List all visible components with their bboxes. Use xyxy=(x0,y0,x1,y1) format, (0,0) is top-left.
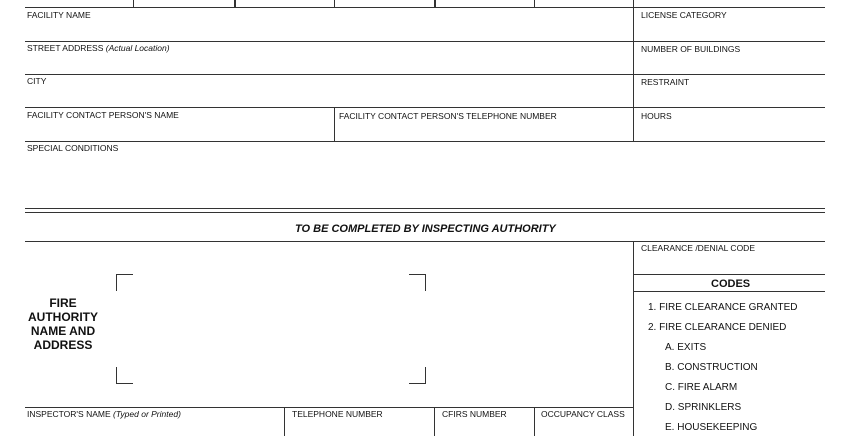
code-item-d: D. SPRINKLERS xyxy=(665,402,742,413)
telephone-number-field[interactable] xyxy=(285,408,433,436)
code-item-c: C. FIRE ALARM xyxy=(665,382,738,393)
clearance-code-field[interactable] xyxy=(634,242,825,274)
contact-phone-field[interactable] xyxy=(335,108,632,141)
number-of-buildings-field[interactable] xyxy=(634,42,825,74)
telephone-number-label: TELEPHONE NUMBER xyxy=(292,409,383,419)
code-item-1: 1. FIRE CLEARANCE GRANTED xyxy=(648,302,798,313)
occupancy-class-field[interactable] xyxy=(535,408,632,436)
fire-authority-line-2: AUTHORITY xyxy=(28,310,98,324)
corner-mark-top-left xyxy=(116,274,133,291)
code-item-e: E. HOUSEKEEPING xyxy=(665,422,758,433)
street-address-label: STREET ADDRESS (Actual Location) xyxy=(27,43,170,53)
code-item-2: 2. FIRE CLEARANCE DENIED xyxy=(648,322,787,333)
hours-field[interactable] xyxy=(634,108,825,141)
authority-section-title: TO BE COMPLETED BY INSPECTING AUTHORITY xyxy=(295,223,556,235)
clearance-code-label: CLEARANCE /DENIAL CODE xyxy=(641,243,755,253)
top-divider-3 xyxy=(334,0,335,7)
corner-mark-bottom-left xyxy=(116,367,133,384)
codes-title: CODES xyxy=(711,278,751,290)
fire-authority-heading xyxy=(25,296,101,352)
hours-label: HOURS xyxy=(641,111,672,121)
restraint-field[interactable] xyxy=(634,75,825,107)
top-divider-6 xyxy=(633,0,634,7)
cfirs-number-field[interactable] xyxy=(435,408,533,436)
fire-authority-address-field[interactable] xyxy=(116,274,426,384)
contact-name-label: FACILITY CONTACT PERSON'S NAME xyxy=(27,110,179,120)
corner-mark-top-right xyxy=(409,274,426,291)
fire-authority-line-1: FIRE xyxy=(49,296,77,310)
license-category-label: LICENSE CATEGORY xyxy=(641,10,727,20)
fire-authority-line-4: ADDRESS xyxy=(33,338,93,352)
separator-line-a xyxy=(25,208,825,209)
clearance-bottom-line xyxy=(634,274,825,275)
facility-name-field[interactable] xyxy=(25,8,632,41)
corner-mark-bottom-right xyxy=(409,367,426,384)
top-divider-5 xyxy=(534,0,535,7)
license-category-field[interactable] xyxy=(634,8,825,41)
contact-name-field[interactable] xyxy=(25,108,333,141)
special-conditions-label: SPECIAL CONDITIONS xyxy=(27,143,119,153)
city-field[interactable] xyxy=(25,75,632,107)
code-item-a: A. EXITS xyxy=(665,342,707,353)
top-divider-1 xyxy=(133,0,134,7)
inspector-name-label: INSPECTOR'S NAME (Typed or Printed) xyxy=(27,409,181,419)
city-label: CITY xyxy=(27,76,47,86)
restraint-label: RESTRAINT xyxy=(641,77,690,87)
codes-header-line xyxy=(634,291,825,292)
facility-name-label: FACILITY NAME xyxy=(27,10,91,20)
cfirs-number-label: CFIRS NUMBER xyxy=(442,409,507,419)
top-divider-2 xyxy=(234,0,236,7)
special-conditions-field[interactable] xyxy=(25,142,825,208)
code-item-b: B. CONSTRUCTION xyxy=(665,362,758,373)
number-of-buildings-label: NUMBER OF BUILDINGS xyxy=(641,44,741,54)
fire-authority-line-3: NAME AND xyxy=(30,324,96,338)
contact-phone-label: FACILITY CONTACT PERSON'S TELEPHONE NUMBER xyxy=(339,111,557,121)
top-divider-4 xyxy=(434,0,436,7)
separator-line-b xyxy=(25,212,825,213)
street-address-field[interactable] xyxy=(25,42,632,74)
inspector-name-field[interactable] xyxy=(25,408,283,436)
occupancy-class-label: OCCUPANCY CLASS xyxy=(541,409,625,419)
